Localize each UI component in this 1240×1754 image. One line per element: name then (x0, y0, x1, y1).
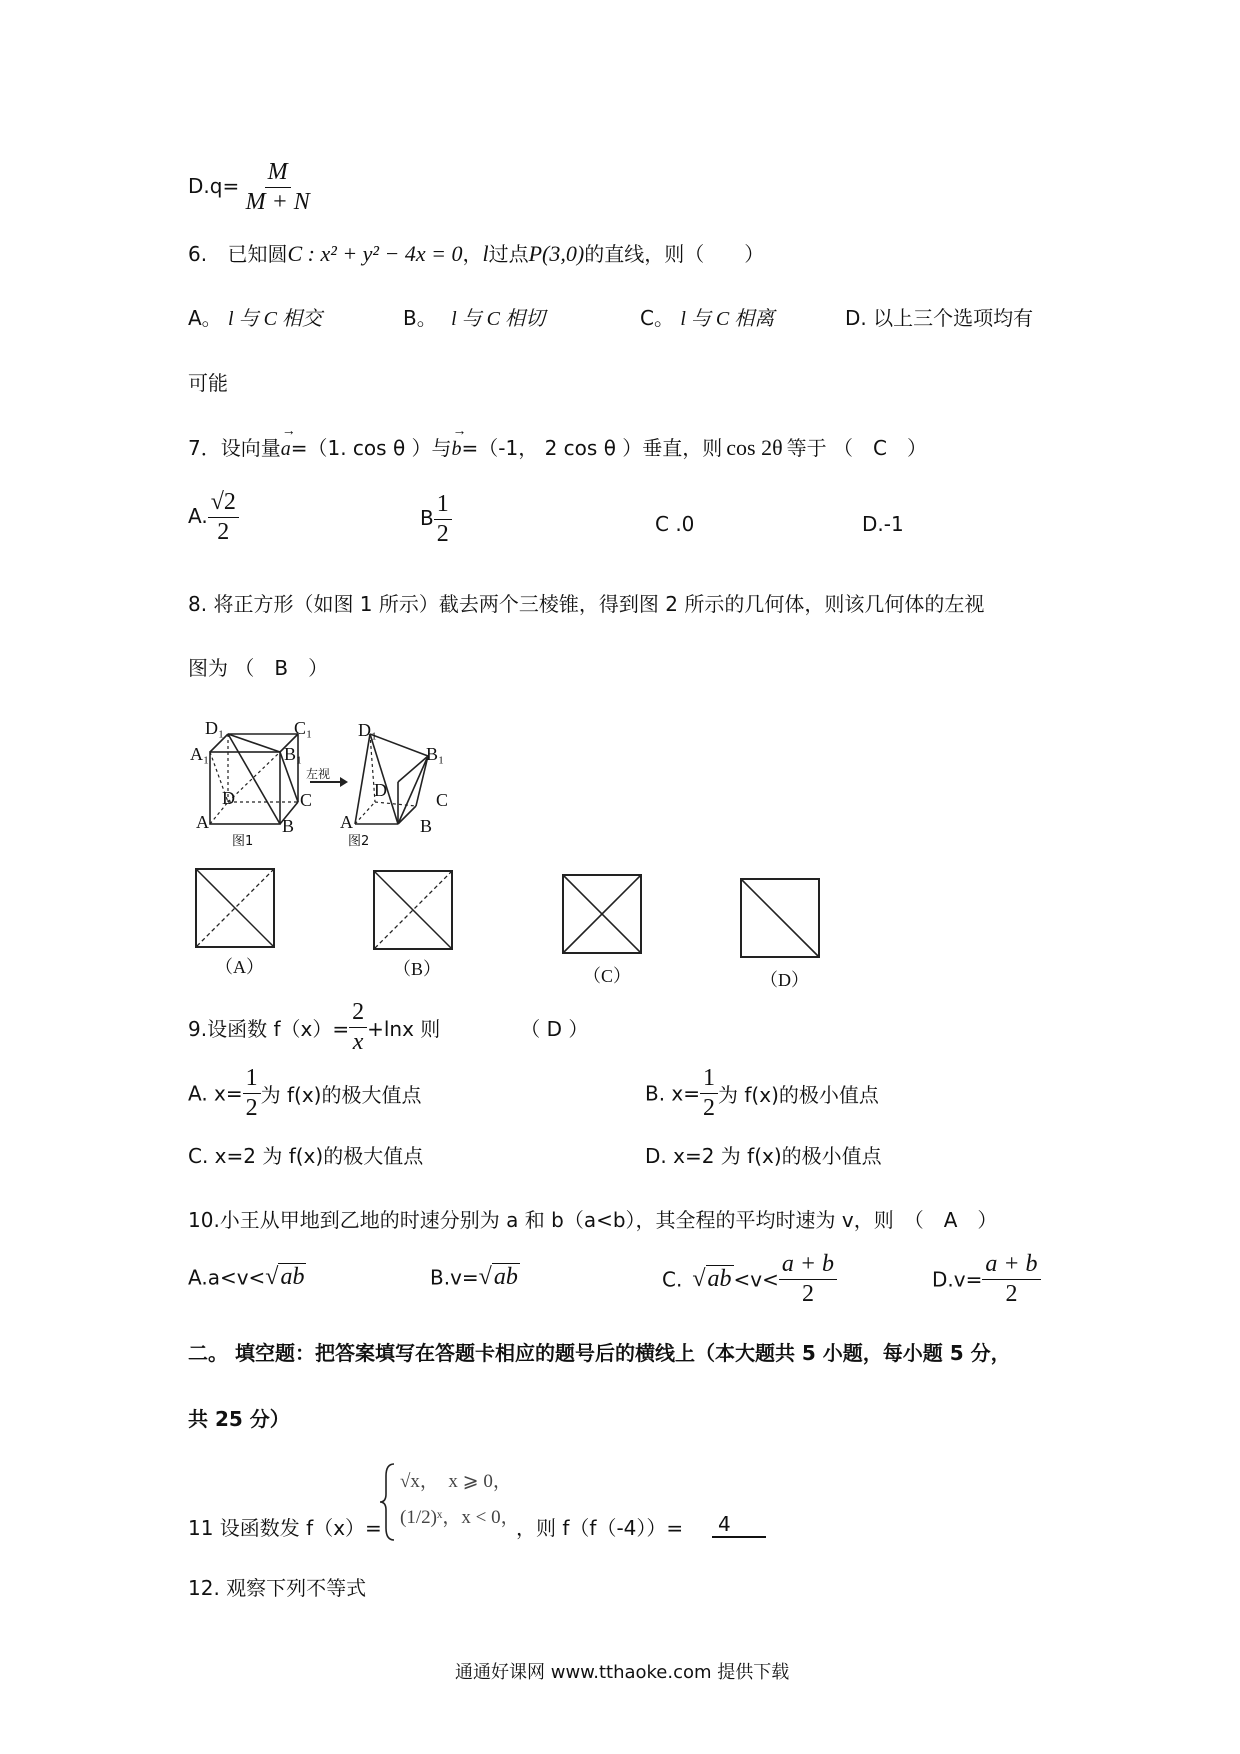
option-label: B. x= (645, 1081, 701, 1106)
q10-stem (188, 1204, 997, 1233)
q8-text: 8. 将正方形（如图 1 所示）截去两个三棱锥，得到图 2 所示的几何体，则该几何体的左视 (188, 592, 985, 616)
option-label: A.a<v< (188, 1265, 266, 1290)
fraction (700, 1066, 718, 1121)
q12-stem (188, 1572, 366, 1601)
fraction-denominator: 2 (801, 1281, 814, 1308)
q9-text: +lnx 则 (367, 1017, 441, 1042)
radicand: ab (493, 1264, 518, 1290)
section-2-line1: 二。 填空题：把答案填写在答题卡相应的题号后的横线上（本大题共 5 小题，每小题 5 分， (188, 1341, 1011, 1365)
choice-d-figure (740, 878, 820, 958)
sqrt-ab: √ab (478, 1264, 518, 1290)
q10-text: 10.小王从甲地到乙地的时速分别为 a 和 b（a<b），其全程的平均时速为 v，则 （ A ） (188, 1208, 998, 1232)
fig1-caption: 图1 (232, 834, 254, 849)
choice-b-label: （B） (393, 959, 442, 979)
section-2-heading-cont (188, 1403, 290, 1432)
q11-label (188, 1512, 382, 1541)
point-p: P(3,0) (528, 241, 585, 266)
section-2-line2: 共 25 分） (188, 1407, 290, 1431)
piecewise-case2: (1/2)ˣ，x < 0， (400, 1507, 520, 1528)
label-b: B (282, 816, 295, 836)
option-text: D. x=2 为 f(x)的极小值点 (645, 1144, 882, 1168)
q7-stem (188, 424, 927, 461)
q6-text: 已知圆 (227, 242, 288, 266)
option-text: l 与 C 相离 (680, 308, 775, 330)
cos-2theta: cos 2θ (726, 435, 783, 460)
label-c: C (300, 790, 313, 810)
q6-stem (188, 238, 764, 267)
q7-option-a (188, 490, 239, 545)
choice-b-figure (373, 870, 453, 950)
q7-option-b (420, 492, 452, 547)
footer-text: 通通好课网 www.tthaoke.com 提供下载 (455, 1662, 790, 1683)
q9-option-a (188, 1066, 421, 1121)
q8-line1 (188, 588, 984, 617)
option-label: B.v= (430, 1265, 479, 1290)
q5-option-d-label: D.q= (188, 174, 240, 199)
option-label: A. (188, 504, 208, 529)
option-text: l 与 C 相切 (451, 308, 545, 330)
label-d: D (222, 788, 235, 808)
fraction-numerator: a + b (779, 1252, 837, 1280)
fraction-numerator: √2 (208, 490, 239, 518)
fraction-denominator: 2 (217, 519, 230, 546)
q5-option-d-fraction (246, 160, 310, 215)
q7-option-c (655, 512, 694, 536)
q6-option-c (640, 302, 774, 331)
option-text: <v< (733, 1267, 779, 1292)
radicand: ab (280, 1264, 305, 1290)
fraction-numerator: M (265, 160, 291, 188)
q5-option-d (188, 160, 310, 215)
option-text: l 与 C 相交 (228, 308, 322, 330)
option-text: C. x=2 为 f(x)的极大值点 (188, 1144, 424, 1168)
option-label: B。 (403, 306, 437, 330)
fraction-numerator: 1 (700, 1066, 718, 1094)
option-label: B (420, 506, 434, 531)
option-label: C。 (640, 306, 674, 330)
piecewise-case1: √x， x ⩾ 0， (400, 1471, 512, 1492)
q9-stem (188, 1000, 588, 1055)
option-text: 为 f(x)的极大值点 (260, 1083, 422, 1108)
label-b1: B₁ (284, 744, 303, 764)
question-number: 6. (188, 242, 208, 266)
circle-equation: C : x² + y² − 4x = 0 (287, 241, 463, 266)
label-a1: A₁ (190, 744, 210, 764)
q7-option-d (862, 512, 904, 536)
fraction-denominator: 2 (245, 1095, 258, 1122)
fraction-denominator: 2 (1005, 1281, 1018, 1308)
label-d-fig2: D (374, 780, 387, 800)
label-a-fig2: A (340, 812, 353, 832)
label-d1: D₁ (205, 718, 225, 738)
q7-text: =（1. cos θ ）与 (290, 436, 452, 460)
q9-text: 9.设函数 f（x）= (188, 1017, 350, 1042)
option-label: A。 (188, 306, 222, 330)
fraction-denominator: 2 (703, 1095, 716, 1122)
q7-text: =（-1， 2 cos θ ）垂直，则 (461, 436, 723, 460)
line-symbol: l (482, 241, 489, 266)
q6-text: ， (462, 242, 483, 266)
arrow-label: 左视 (306, 767, 331, 781)
label-b-fig2: B (420, 816, 433, 836)
q8-line2 (188, 652, 328, 681)
vector-b: → b (451, 424, 467, 460)
q11-text: ，则 f（f（-4））= (516, 1516, 684, 1540)
vector-a-letter: a (280, 438, 291, 460)
option-text: 为 f(x)的极小值点 (718, 1083, 879, 1108)
label-c1: C₁ (294, 718, 313, 738)
q6-option-a (188, 302, 322, 331)
fraction-denominator: M + N (245, 189, 310, 216)
fraction-denominator: 2 (436, 521, 449, 548)
label-b1-fig2: B₁ (426, 744, 445, 764)
option-label: C. (662, 1267, 683, 1292)
fraction-numerator: a + b (982, 1252, 1040, 1280)
q9-answer: （ D ） (520, 1017, 589, 1042)
piecewise-brace (380, 1462, 400, 1542)
q11-answer-value: 4 (718, 1512, 731, 1536)
sqrt-ab: √ab (265, 1264, 305, 1290)
fig2-caption: 图2 (348, 834, 370, 849)
option-text: 可能 (188, 371, 228, 395)
q6-option-d (845, 302, 1033, 331)
label-d1-fig2: D₁ (358, 720, 378, 740)
q7-answer: 等于 （ C ） (786, 436, 927, 460)
choice-a-figure (195, 868, 275, 948)
q10-option-d (932, 1252, 1041, 1307)
q10-option-a (188, 1264, 306, 1291)
q6-text: 过点 (488, 242, 529, 266)
option-label: D.v= (932, 1267, 983, 1292)
option-text: D.-1 (862, 512, 904, 536)
fraction-numerator: 2 (349, 1000, 367, 1028)
fraction (779, 1252, 837, 1307)
option-label: A. x= (188, 1081, 243, 1106)
q10-option-c (662, 1252, 837, 1307)
q11-tail (516, 1512, 683, 1541)
q11-answer (712, 1512, 766, 1538)
option-text: D. 以上三个选项均有 (845, 306, 1034, 330)
q6-option-d-continued (188, 367, 228, 396)
fraction-numerator: 1 (434, 492, 452, 520)
q9-option-b (645, 1066, 879, 1121)
fraction (982, 1252, 1040, 1307)
fraction-numerator: 1 (243, 1066, 261, 1094)
q11-text: 11 设函数发 f（x）= (188, 1516, 382, 1540)
q10-option-b (430, 1264, 520, 1291)
radicand: ab (707, 1266, 732, 1293)
choice-a-label: （A） (215, 957, 264, 977)
q9-option-c (188, 1140, 423, 1169)
sqrt-ab: √ab (692, 1266, 732, 1293)
q7-text: 7．设向量 (188, 436, 281, 460)
section-2-heading (188, 1337, 1011, 1366)
label-c-fig2: C (436, 790, 449, 810)
label-a: A (196, 812, 209, 832)
choice-d-label: （D） (760, 970, 809, 990)
fraction (243, 1066, 261, 1121)
fraction (349, 1000, 367, 1055)
q12-text: 12. 观察下列不等式 (188, 1576, 367, 1600)
q8-answer: 图为 （ B ） (188, 656, 329, 680)
q6-option-b (403, 302, 545, 331)
choice-c-figure (562, 874, 642, 954)
vector-b-letter: b (451, 438, 462, 460)
fraction (208, 490, 239, 545)
q6-text: 的直线，则（ ） (584, 242, 765, 266)
vector-a: → a (280, 424, 296, 460)
choice-c-label: （C） (583, 966, 632, 986)
fraction-denominator: x (352, 1029, 364, 1056)
page-footer (455, 1658, 789, 1684)
option-text: C .0 (655, 512, 695, 536)
q9-option-d (645, 1140, 882, 1169)
fraction (434, 492, 452, 547)
